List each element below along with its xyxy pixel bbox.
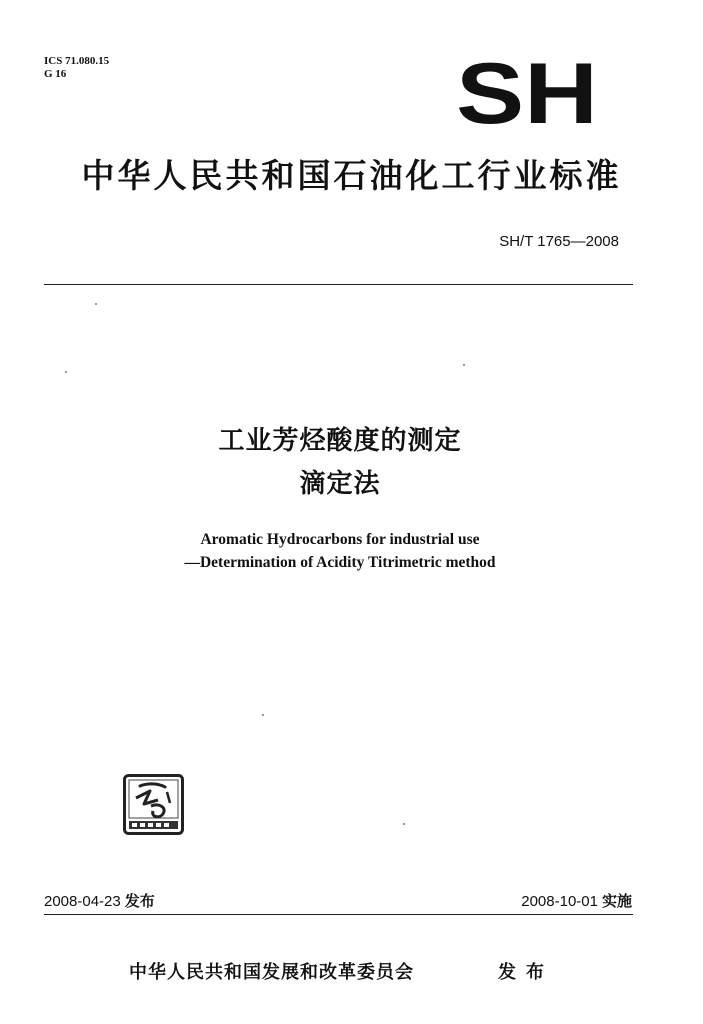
effective-date bbox=[521, 890, 632, 911]
standard-title: 中华人民共和国石油化工行业标准 bbox=[81, 156, 622, 195]
standard-number: SH/T 1765—2008 bbox=[499, 233, 619, 250]
document-title-cn bbox=[0, 420, 680, 506]
scan-speck bbox=[262, 714, 264, 716]
ccs-code: G 16 bbox=[44, 68, 67, 80]
issuing-authority: 中华人民共和国发展和改革委员会 bbox=[129, 962, 414, 983]
classification-codes bbox=[44, 55, 109, 81]
title-en-line-1: Aromatic Hydrocarbons for industrial use bbox=[200, 531, 480, 548]
title-cn-line-1: 工业芳烃酸度的测定 bbox=[218, 426, 462, 456]
effective-date-value: 2008-10-01 bbox=[521, 893, 598, 910]
title-cn-line-2: 滴定法 bbox=[299, 469, 381, 499]
scan-speck bbox=[65, 371, 67, 373]
publisher-seal-icon bbox=[123, 774, 184, 835]
sh-logo-text: SH bbox=[456, 57, 598, 125]
title-en-line-2: —Determination of Acidity Titrimetric method bbox=[184, 554, 496, 571]
scan-speck bbox=[95, 303, 97, 305]
document-title-en bbox=[0, 528, 680, 574]
publication-label: 发布 bbox=[124, 892, 155, 910]
publication-date bbox=[44, 890, 155, 911]
issue-label: 发布 bbox=[498, 962, 554, 983]
scan-speck bbox=[403, 823, 405, 825]
sh-logo bbox=[455, 57, 600, 125]
publication-date-value: 2008-04-23 bbox=[44, 893, 121, 910]
scan-speck bbox=[463, 364, 465, 366]
effective-label: 实施 bbox=[601, 892, 632, 910]
footer-divider bbox=[44, 914, 633, 915]
header-divider bbox=[44, 284, 633, 285]
ics-code: ICS 71.080.15 bbox=[44, 55, 110, 67]
